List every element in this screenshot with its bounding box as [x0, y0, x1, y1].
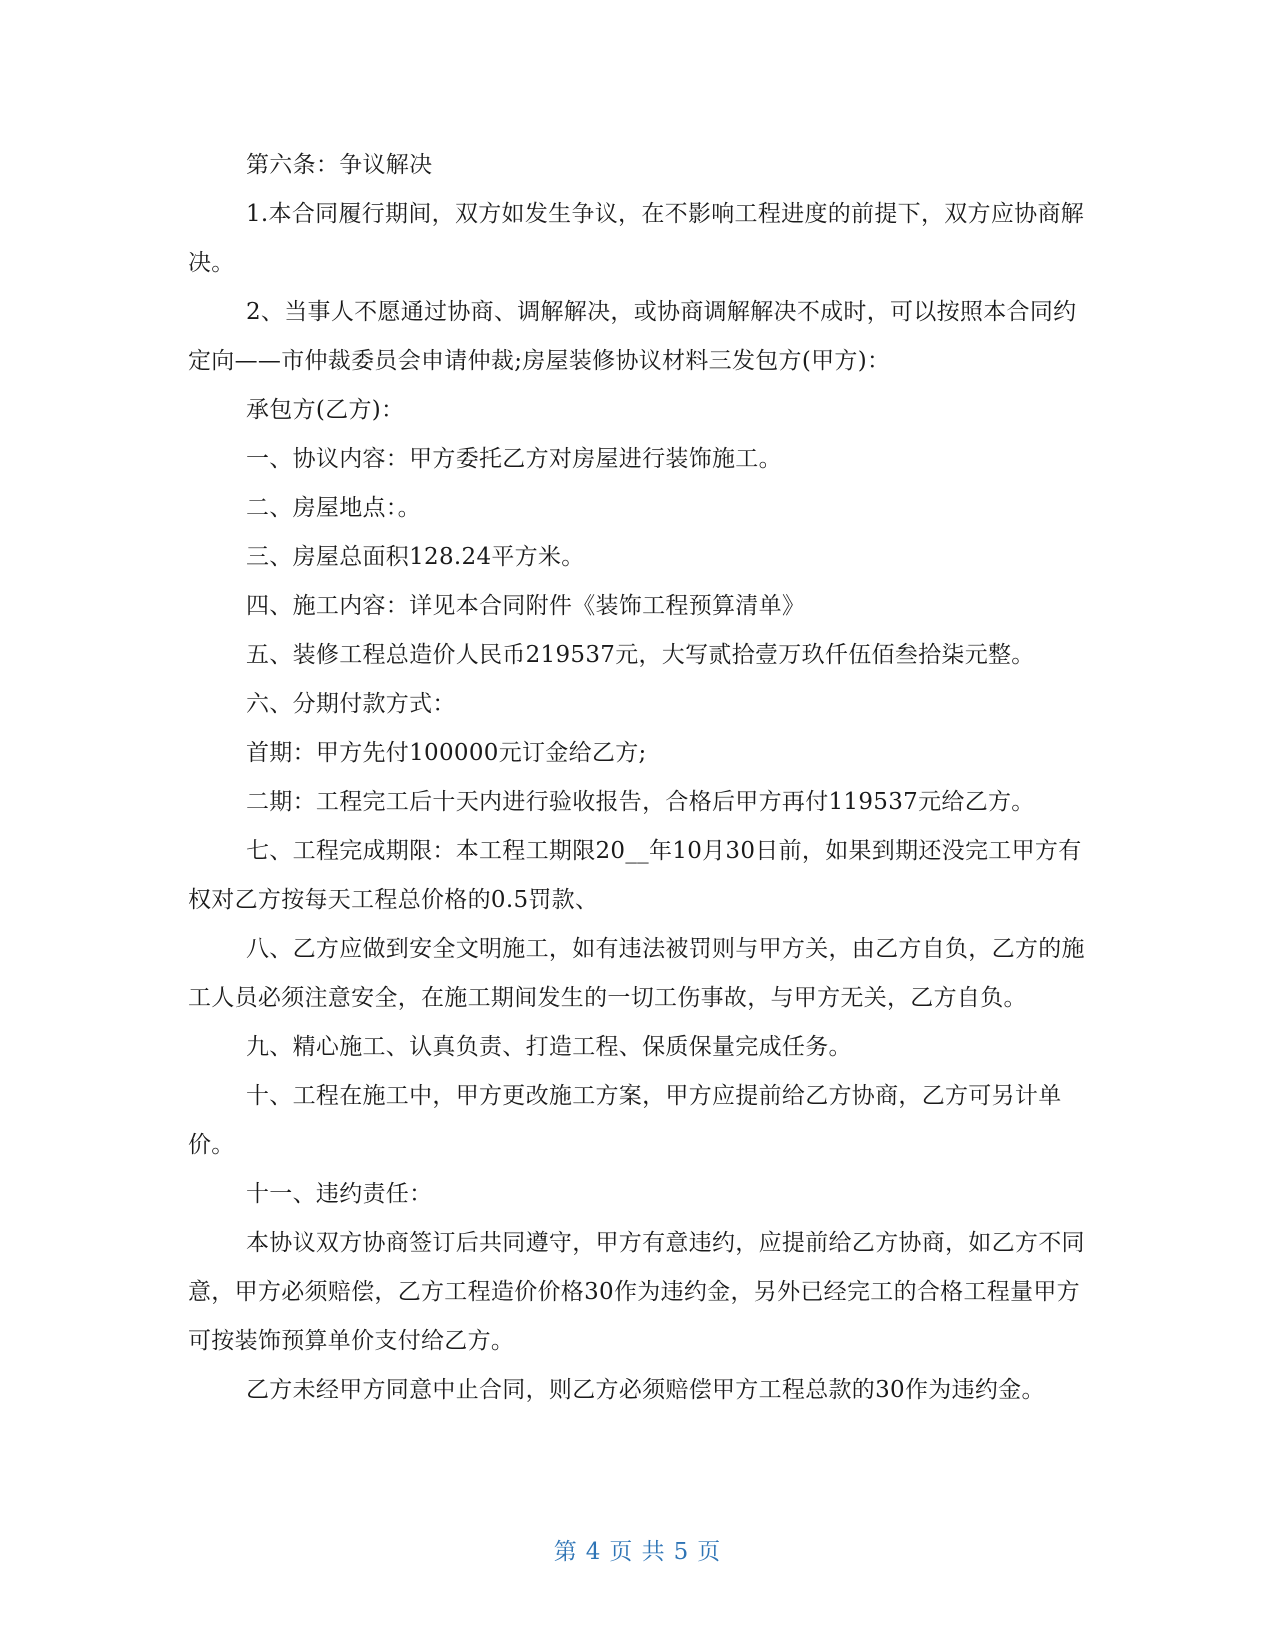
paragraph-clause-9: 九、精心施工、认真负责、打造工程、保质保量完成任务。: [246, 1034, 852, 1060]
paragraph-clause-4: 四、施工内容：详见本合同附件《装饰工程预算清单》: [246, 593, 806, 619]
paragraph-clause-10: 十、工程在施工中，甲方更改施工方案，甲方应提前给乙方协商，乙方可另计单价。: [188, 1083, 1062, 1158]
document-body: [188, 141, 1088, 1415]
paragraph-clause-7: 七、工程完成期限：本工程工期限20__年10月30日前，如果到期还没完工甲方有权对乙方按每天工程总价格的0.5罚款、: [188, 838, 1082, 913]
paragraph-clause-11-title: 十一、违约责任：: [246, 1181, 433, 1207]
footer-total-pages: 5: [673, 1539, 690, 1565]
paragraph-clause-5: 五、装修工程总造价人民币219537元，大写贰拾壹万玖仟伍佰叁拾柒元整。: [246, 642, 1035, 668]
paragraph-first-payment: 首期：甲方先付100000元订金给乙方;: [246, 740, 647, 766]
paragraph-clause-6: 六、分期付款方式：: [246, 691, 456, 717]
footer-middle: 页 共: [609, 1539, 666, 1565]
footer-prefix: 第: [553, 1539, 578, 1565]
paragraph-dispute-2: 2、当事人不愿通过协商、调解解决，或协商调解解决不成时，可以按照本合同约定向——市仲裁委员会申请仲裁;房屋装修协议材料三发包方(甲方)：: [188, 299, 1077, 374]
footer-suffix: 页: [697, 1539, 722, 1565]
paragraph-clause-8: 八、乙方应做到安全文明施工，如有违法被罚则与甲方关，由乙方自负，乙方的施工人员必须注意安全，在施工期间发生的一切工伤事故，与甲方无关，乙方自负。: [188, 936, 1085, 1011]
paragraph-second-payment: 二期：工程完工后十天内进行验收报告，合格后甲方再付119537元给乙方。: [246, 789, 1035, 815]
paragraph-breach-party-a: 本协议双方协商签订后共同遵守，甲方有意违约，应提前给乙方协商，如乙方不同意，甲方必须赔偿，乙方工程造价价格30作为违约金，另外已经完工的合格工程量甲方可按装饰预算单价支付给乙方。: [188, 1230, 1085, 1354]
page-footer: [0, 1533, 1275, 1566]
paragraph-clause-2: 二、房屋地点：。: [246, 495, 421, 521]
paragraph-dispute-1: 1.本合同履行期间，双方如发生争议，在不影响工程进度的前提下，双方应协商解决。: [188, 201, 1085, 276]
paragraph-clause-1: 一、协议内容：甲方委托乙方对房屋进行装饰施工。: [246, 446, 782, 472]
paragraph-clause-3: 三、房屋总面积128.24平方米。: [246, 544, 585, 570]
paragraph-breach-party-b: 乙方未经甲方同意中止合同，则乙方必须赔偿甲方工程总款的30作为违约金。: [246, 1377, 1045, 1403]
paragraph-article-6-title: 第六条：争议解决: [246, 152, 433, 178]
footer-current-page: 4: [585, 1539, 602, 1565]
paragraph-contractor: 承包方(乙方)：: [246, 397, 405, 423]
